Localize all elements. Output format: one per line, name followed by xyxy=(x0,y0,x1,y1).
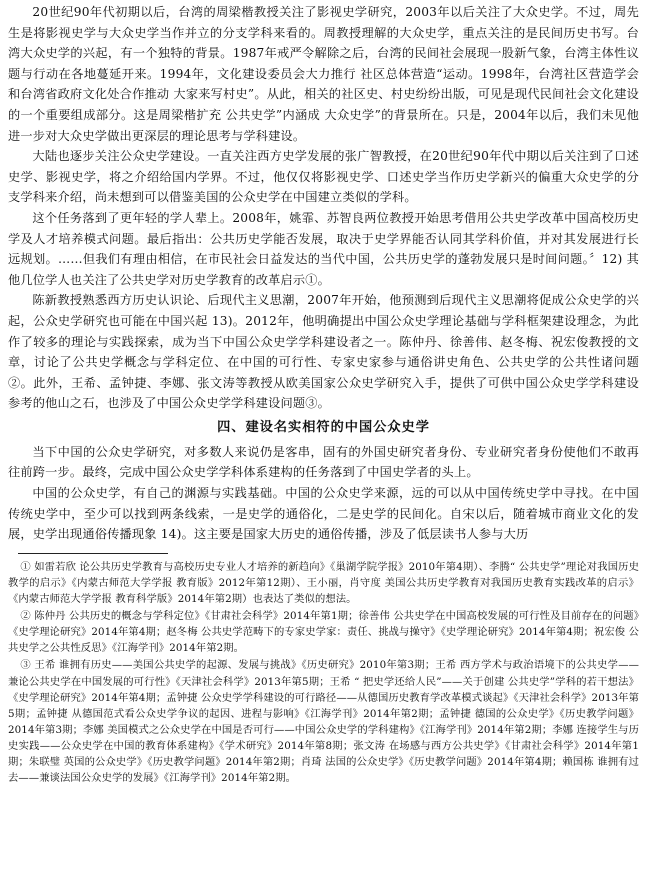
body-paragraph-6: 中国的公众史学，有自己的渊源与实践基础。中国的公众史学来源，远的可以从中国传统史学中寻找。在中国传统史学中，至少可以找到两条线索，一是史学的通俗化，二是史学的民间化。自宋以后，随着城市商业文化的发展，史学出现通俗传播现象 14)。这主要是国家大历史的通俗传播，涉及了低层读书人参与大历 xyxy=(8,486,639,542)
body-paragraph-4: 陈新教授熟悉西方历史认识论、后现代主义思潮，2007年开始，他预测到后现代主义思潮将促成公众史学的兴起，公众史学研究也可能在中国兴起 13)。2012年，他明确提出中国公众史学理论基础与学科框架建设理念，为此作了较多的理论与实践探索，成为当下中国公众史学学科建设者之一。陈仲丹、徐善伟、赵冬梅、祝宏俊教授的文章，讨论了公共史学概念与学科定位、在中国的可行性、专家史家参与通俗讲史角色、公共史学的公共性诸问题②。此外，王希、孟钟捷、李娜、张文涛等教授从欧美国家公众史学研究入手，提供了可供中国公众史学学科建设参考的他山之石，也涉及了中国公众史学学科建设问题③。 xyxy=(8,293,639,411)
body-paragraph-2: 大陆也逐步关注公众史学建设。一直关注西方史学发展的张广智教授，在20世纪90年代中期以后关注到了口述史学、影视史学，将之介绍给国内学界。不过，他仅仅将影视史学、口述史学当作历史学新兴的偏重大众史学的分支学科来介绍，尚未想到可以借鉴美国的公众史学在中国建立类似的学科。 xyxy=(8,149,639,205)
body-paragraph-3: 这个任务落到了更年轻的学人辈上。2008年，姚霏、苏智良两位教授开始思考借用公共史学改革中国高校历史学及人才培养模式问题。最后指出：公共历史学能否发展，取决于史学界能否认同其学科价值，并对其发展进行长远规划。……但我们有理由相信，在市民社会日益发达的当代中国，公共历史学的蓬勃发展只是时间问题。〞12) 其他几位学人也关注了公共史学对历史学教育的改革启示①。 xyxy=(8,210,639,287)
body-paragraph-1: 20世纪90年代初期以后，台湾的周梁楷教授关注了影视史学研究，2003年以后关注了大众史学。不过，周先生是将影视史学与大众史学当作并立的分支学科来看的。周教授理解的大众史学，重点关注的是民间历史书写。台湾大众史学的兴起，有一个独特的背景。1987年戒严令解除之后，台湾的民间社会展现一股新气象，台湾主体性议题与行动在各地蔓延开来。1994年，文化建设委员会大力推行 社区总体营造“运动。1998年，台湾社区营造学会和台湾省政府文化处合作推动 大家来写村史”。从此，相关的社区史、村史纷纷出版，可见是现代民间社会文化建设的一个重要组成部分。这是周梁楷扩充 公共史学”内涵成 大众史学”的背景所在。只是，2004年以后，我们未见他进一步对大众史学做出更深层的理论思考与学科建设。 xyxy=(8,5,639,143)
footnote-divider xyxy=(18,553,168,554)
body-paragraph-5: 当下中国的公众史学研究，对多数人来说仍是客串，固有的外国史研究者身份、专业研究者身份使他们不敢再往前跨一步。最终，完成中国公众史学学科体系建构的任务落到了中国史学者的头上。 xyxy=(8,444,639,480)
footnote-3: ③ 王希 谁拥有历史——美国公共史学的起源、发展与挑战》《历史研究》2010年第3期；王希 西方学术与政治语境下的公共史学——兼论公共史学在中国发展的可行性》《天津社会科学》2013年第5期；王希 “ 把史学还给人民”——关于创建 公共史学”学科的若干想法》《史学理论研究》2014年第4期；孟钟捷 公众史学学科建设的可行路径——从德国历史教育学改革模式谈起》《天津社会科学》2013年第5期；孟钟捷 从德国范式看公众史学争议的起因、进程与影响》《江海学刊》2014年第2期；孟钟捷 德国的公众史学》《历史教学问题》2014年第3期；李娜 美国模式之公众史学在中国是否可行——中国公众史学的学科建构》《江海学刊》2014年第2期；李娜 连接学生与历史实践——公众史学在中国的教育体系建构》《学术研究》2014年第8期；张文涛 在场感与西方公共史学》《甘肃社会科学》2014年第1期；朱联璧 英国的公众史学》《历史教学问题》2014年第2期；肖琦 法国的公众史学》《历史教学问题》2014年第4期；赖国栋 谁拥有过去——兼谈法国公众史学的发展》《江海学刊》2014年第2期。 xyxy=(8,659,639,785)
section-heading: 四、建设名实相符的中国公众史学 xyxy=(217,419,430,435)
footnote-2: ② 陈仲丹 公共历史的概念与学科定位》《甘肃社会科学》2014年第1期；徐善伟 公共史学在中国高校发展的可行性及目前存在的问题》《史学理论研究》2014年第4期；赵冬梅 公共史学范畴下的专家史学家：责任、挑战与操守》《史学理论研究》2014年第4期；祝宏俊 公共史学之公共性反思》《江海学刊》2014年第2期。 xyxy=(8,610,639,655)
footnote-1: ① 如雷若欣 论公共历史学教育与高校历史专业人才培养的新趋向》《巢湖学院学报》2010年第4期）、李腾“ 公共史学”理论对我国历史教学的启示》《内蒙古师范大学学报 教育版》2012年第12期）、王小丽，肖守度 美国公共历史学教育对我国历史教育实践改革的启示》《内蒙古师范大学学报 教育科学版》2014年第2期）也表达了类似的想法。 xyxy=(8,560,639,606)
